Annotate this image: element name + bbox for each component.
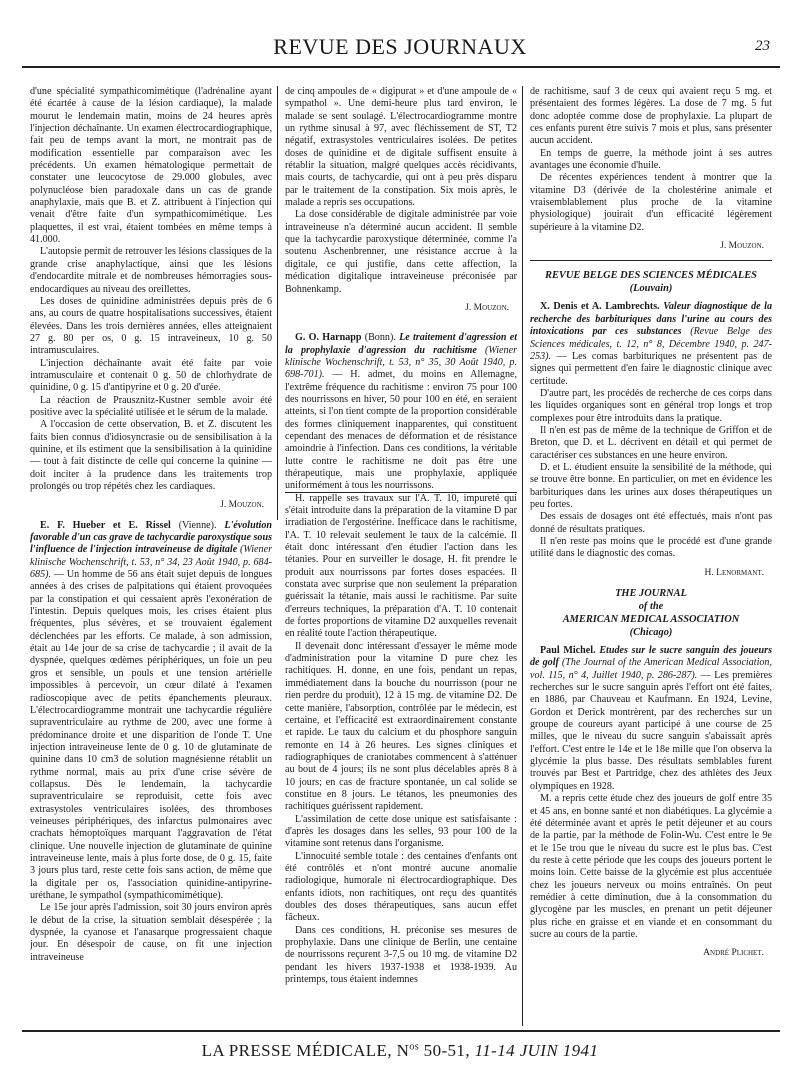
- paragraph: La réaction de Prausznitz-Kustner semble avoir été positive avec la spécialité utilisée et le sérum de la malade.: [30, 394, 272, 418]
- column-divider-right: [522, 86, 523, 1026]
- paragraph: Il devenait donc intéressant d'essayer le même mode d'administration pour la vitamine D pure chez les rachitiques. H. donne, en une fois, pendant un repas, immédiatement dans la bouche du nourrisson (pour ne rien perdre du produit), 12 à 15 mg. de vitamine D2. De cette manière, l'absorption, contrôlée par le médecin, est certaine, et l'efficacité est extraordinairement constante et rapide. Le taux du calcium et du phosphore sanguin remonte en 14 à 26 heures. Les signes cliniques et radiographiques de craniotabes commencent à s'atténuer au bout de 4 jours; ils ne sont plus décelables après 8 à 10 jours; en cas de fracture spontanée, un cal solide se constitue en 8 jours. Le tétanos, les pneumonies des rachitiques guérissent rapidement.: [285, 640, 517, 813]
- paragraph: Il n'en est pas de même de la technique de Griffon et de Breton, que D. et L. décrivent en détail et qui permet de caractériser ces substances en une heure environ.: [530, 424, 772, 461]
- footer-issue-numbers: 50-51,: [419, 1041, 475, 1060]
- article-title: Valeur diagnostique de la recherche des barbituriques dans l'urine au cours des intoxications par ces substances: [530, 301, 772, 338]
- author-signature: J. Mouzon.: [720, 241, 764, 252]
- article-source: (The Journal of the American Medical Association, vol. 115, n° 4, Juillet 1940, p. 286-287).: [530, 657, 772, 681]
- article-source: (Revue Belge des Sciences médicales, t. 12, n° 8, Décembre 1940, p. 247-253).: [530, 326, 772, 362]
- article-body: — Les premières recherches sur le sucre sanguin après l'effort ont été faites, en 1886, par Chauveau et Kaufmann. En 1924, Levine, Gordon et Derick montrèrent, par des recherches sur un groupe de coureurs ayant participé à une course de 25 milles, que le niveau du sucre sanguin s'abaissait après l'effort. C'est entre le 14e et le 18e mille que l'on observa la glycémie la plus basse. Des résultats semblables furent trouvés par Best et Partridge, chez des athlètes des Jeux olympiques en 1928.: [530, 669, 772, 792]
- article-separator-col3: [530, 260, 772, 261]
- journal-heading-line: THE JOURNAL: [615, 588, 687, 600]
- article-title: Etudes sur le sucre sanguin des joueurs de golf: [530, 645, 772, 669]
- article-body: — H. admet, du moins en Allemagne, l'extrême fréquence du rachitisme : environ 75 pour 100 des nourrissons en hiver, 50 pour 100 en été, en seraient atteints, si l'on tient compte de la proportion considérable des formes cliniquement inapparentes, qui constituent cependant des menaces de déformation et de résistance amoindrie à l'infection. Dans ces conditions, la véritable lutte contre le rachitisme ne doit pas être une thérapeutique, mais une prophylaxie, appliquée uniformément à tous les nourrissons.: [285, 369, 517, 492]
- paragraph: L'autopsie permit de retrouver les lésions classiques de la grande crise anaphylactique, ainsi que les lésions d'endocardite mitrale et de nombreuses hémorragies sous-endocardiques au niveau des oreillettes.: [30, 246, 272, 295]
- header-rule: [22, 66, 780, 68]
- article-denis-lambrechts: [530, 301, 772, 387]
- footer-issue-abbrev: os: [409, 1041, 420, 1053]
- paragraph: H. rappelle ses travaux sur l'A. T. 10, impureté qui s'était introduite dans la préparation de la vitamine D par irradiation de l'ergostérine. Inefficace dans le rachitisme, l'A. T. 10 relevait seulement le taux de la calcémie. Il était donc intéressant d'en étudier l'action dans les tétanies. Pour en surveiller le dosage, H. fit prendre le produit aux nourrissons par fortes doses espacées. Il constata avec surprise que non seulement la préparation guérissait la tétanie, mais aussi le rachitisme. Par suite d'erreurs techniques, la préparation d'A. T. 10 contenait de fortes proportions de vitamine D2 auxquelles revenait en réalité toute l'action thérapeutique.: [285, 492, 517, 640]
- paragraph: De récentes expériences tendent à montrer que la vitamine D3 (dérivée de la cholestérine animale et vraisemblablement plus proche de la vitamine physiologique) jouirait d'un efficacité légèrement supérieure à la vitamine D2.: [530, 172, 772, 233]
- paragraph: de rachitisme, sauf 3 de ceux qui avaient reçu 5 mg. et présentaient des formes légères. La dose de 7 mg. 5 fut donc adoptée comme dose de prophylaxie. La plupart de ces enfants purent être suivis 7 mois et plus, sans présenter aucun accident.: [530, 86, 772, 147]
- article-title: L'évolution favorable d'un cas grave de tachycardie paroxystique sous l'influence de l'injection intraveineuse de digitale: [30, 519, 272, 556]
- article-harnapp: [285, 332, 517, 492]
- article-authors: G. O. Harnapp: [295, 332, 362, 344]
- article-city: (Bonn).: [361, 332, 400, 344]
- paragraph: Le 15e jour après l'admission, soit 30 jours environ après le début de la crise, la situation semblait désespérée ; la dyspnée, la cyanose et l'anasarque progressaient chaque jour. En désespoir de cause, on fit une injection intraveineuse: [30, 902, 272, 963]
- paragraph: D. et L. étudient ensuite la sensibilité de la méthode, qui se trouve être bonne. En particulier, on met en évidence les barbituriques dans les urines aux doses thérapeutiques un peu fortes.: [530, 461, 772, 510]
- journal-heading-revue-belge: [530, 269, 772, 295]
- author-signature: J. Mouzon.: [465, 302, 509, 313]
- paragraph: Des essais de dosages ont été effectués, mais n'ont pas donné de résultats pratiques.: [530, 511, 772, 535]
- paragraph: A l'occasion de cette observation, B. et Z. discutent les faits bien connus d'idiosyncrasie ou de sensibilisation à la quinine, et ils estiment que la sensibilisation à la quinidine — tout à fait distincte de celle qui concerne la quinine — doit inciter à la prudence dans les traitements trop prolongés ou trop répétés chez les cardiaques.: [30, 419, 272, 492]
- article-hueber-rissel: [30, 520, 272, 903]
- paragraph: Les doses de quinidine administrées depuis près de 6 ans, au cours de quatre hospitalisations successives, étaient élevées. Dans les trois dernières années, elles atteignaient 27 g. 80 per os, 0 g. 15 intraveineux, 10 g. 50 intramusculaires.: [30, 295, 272, 357]
- paragraph: d'une spécialité sympathicomimétique (l'adrénaline ayant été écartée à cause de la lésion cardiaque), la malade mourut le lendemain matin, moins de 24 heures après l'injection déchaînante. Un examen électrocardiographique, fait peu de temps avant la mort, ne montrait pas de modification essentielle par comparaison avec les précédents. Un examen hématologique permettait de constater une leucocytose de 29.000 globules, avec polynucléose bien paradoxale dans un cas de grande anaphylaxie, mais que B. et Z. attribuent à l'injection qui venait d'être faite d'un sympathicomimétique. Les plaquettes, il est vrai, étaient tombées en même temps à 41.000.: [30, 86, 272, 246]
- paragraph: La dose considérable de digitale administrée par voie intraveineuse n'a déterminé aucun accident. Il semble que la tachycardie paroxystique déterminée, comme l'a soutenu Aschenbrenner, une résistance accrue à la digitale, ce qui justifie, dans cette affection, la médication digitalique intraveineuse préconisée par Bohnenkamp.: [285, 209, 517, 295]
- paragraph: Dans ces conditions, H. préconise ses mesures de prophylaxie. Dans une clinique de Berlin, une centaine de nourrissons reçurent 3-7,5 ou 10 mg. de vitamine D2 pendant les hivers 1937-1938 et 1938-1939. Au printemps, tous étaient indemnes: [285, 924, 517, 986]
- paragraph: de cinq ampoules de « digipurat » et d'une ampoule de « sympathol ». Une demi-heure plus tard environ, le malade se sent soulagé. L'électrocardiogramme montre un rythme sinusal à 97, avec fléchissement de ST, T2 négatif, extrasystoles ventriculaires isolées. De petites doses de quinidine et de digitale suffisent ensuite à rétablir la situation, malgré quelques accès récidivants, mais courts, de tachycardie, qui ont à peu près disparu par le traitement de la constipation. Six mois après, le malade a repris ses occupations.: [285, 86, 517, 209]
- page-number: 23: [755, 38, 770, 54]
- journal-heading-line: REVUE BELGE DES SCIENCES MÉDICALES: [545, 270, 757, 282]
- paragraph: En temps de guerre, la méthode joint à ses autres avantages une économie d'huile.: [530, 147, 772, 172]
- column-3: [530, 86, 772, 1026]
- article-authors: E. F. Hueber et E. Rissel: [40, 519, 171, 531]
- article-source: (Wiener klinische Wochenschrift, t. 53, n° 35, 30 Août 1940, p. 698-701).: [285, 344, 517, 381]
- article-authors: X. Denis et A. Lambrechts.: [540, 301, 660, 313]
- journal-heading-line: of the: [638, 601, 664, 613]
- paragraph: M. a repris cette étude chez des joueurs de golf entre 35 et 45 ans, en bonne santé et non diabétiques. La glycémie a été déterminée avant et après le petit déjeuner et au cours de la partie, par la méthode de Folin-Wu. C'est entre le 9e et le 15e trou que le niveau du sucre est le plus bas. C'est du reste à cette période que les coups des joueurs portent le moins loin. Cette baisse de la glycémie est plus accentuée chez les joueurs nerveux ou moins entraînés. On peut remédier à cette diminution, due à la consommation du glycogène par les muscles, en prenant un petit déjeuner plus riche en graisse et en viande et en consommant du sucre au cours de la partie.: [530, 793, 772, 940]
- paragraph: D'autre part, les procédés de recherche de ces corps dans les liquides organiques sont en général trop longs et trop complexes pour être introduits dans la pratique.: [530, 387, 772, 424]
- column-divider-left: [277, 86, 278, 520]
- journal-heading-line: (Louvain): [629, 283, 673, 295]
- article-michel: [530, 645, 772, 793]
- author-signature: H. Lenormant.: [704, 567, 764, 578]
- article-source: (Wiener klinische Wochenschrift, t. 53, n° 34, 23 Août 1940, p. 684-685).: [30, 544, 272, 581]
- page-footer: [0, 1041, 800, 1061]
- journal-heading-jama: [530, 587, 772, 639]
- paragraph: L'assimilation de cette dose unique est satisfaisante : d'après les dosages dans les selles, 93 pour 100 de la vitamine sont retenus dans l'organisme.: [285, 813, 517, 850]
- article-body: — Les comas barbituriques ne présentent pas de signes qui permettent d'en faire le diagnostic clinique avec certitude.: [530, 350, 772, 387]
- journal-heading-line: AMERICAN MEDICAL ASSOCIATION: [562, 614, 740, 626]
- author-signature: André Plichet.: [703, 948, 764, 959]
- paragraph: L'injection déchaînante avait été faite par voie intramusculaire et contenait 0 g. 50 de chlorhydrate de quinidine, 0 g. 15 d'antipyrine et 0 g. 20 d'urée.: [30, 357, 272, 394]
- article-title: Le traitement d'agression et la prophylaxie d'agression du rachitisme: [285, 332, 517, 356]
- column-2: [285, 86, 517, 1026]
- footer-rule: [22, 1030, 780, 1032]
- footer-date: 11-14 JUIN 1941: [474, 1041, 599, 1060]
- article-body: — Un homme de 56 ans était sujet depuis de longues années à des crises de palpitations qui étaient provoquées par la constipation et qui cessaient après l'exonération de l'intestin. Depuis quelques mois, les crises étaient plus fréquentes, plus sévères, et se trouvaient également déclenchées par les efforts. Ce malade, à son admission, était au 14e jour de sa crise de tachycardie ; il avait de la dyspnée, quelques œdèmes périphériques, un foie un peu gros et sensible, un pouls et une tension artérielle impossibles à percevoir, un cœur dilaté à l'examen radioscopique avec de petits épanchements pleuraux. L'électrocardiogramme montrait une tachycardie régulière supraventriculaire au rythme de 200, avec une forme à prédominance droite et une disparition de l'onde T. Une injection intraveineuse lente de 0 g. 10 de glutaminate de quinine dans 10 cm3 de solution magnésienne rétablit un rythme normal, mais au prix d'une crise sévère de collapsus. Dès le lendemain, la tachycardie supraventriculaire se reproduisit, cette fois avec extrasystoles ventriculaires isolées, des thromboses veineuses périphériques, des infarctus pulmonaires avec crachats hémoptoïques marquant l'aggravation de l'état clinique. Une nouvelle injection de glutaminate de quinine intraveineuse lente, mais à plus forte dose, de 0 g. 15, faite 3 jours plus tard, reste cette fois sans action, de même que la digitale per os, l'association quinidine-antipyrine-uréthane, le sympathol (sympathicomimétique).: [30, 569, 272, 901]
- article-city: (Vienne).: [170, 519, 225, 531]
- author-signature: J. Mouzon.: [220, 500, 264, 511]
- journal-section-title: REVUE DES JOURNAUX: [273, 34, 527, 59]
- paragraph: Il n'en reste pas moins que le procédé est d'une grande utilité dans le diagnostic des comas.: [530, 536, 772, 560]
- footer-publication: LA PRESSE MÉDICALE, N: [201, 1041, 410, 1060]
- column-1: [30, 86, 272, 1026]
- paragraph: L'innocuité semble totale : des centaines d'enfants ont été contrôlés et n'ont montré aucune anomalie radiologique, humorale ni électrocardiographique. Des enfants idiots, non rachitiques, ont reçu des quantités doubles des doses thérapeutiques, sans aucun effet fâcheux.: [285, 850, 517, 924]
- journal-heading-line: (Chicago): [629, 627, 673, 639]
- article-authors: Paul Michel.: [540, 645, 596, 657]
